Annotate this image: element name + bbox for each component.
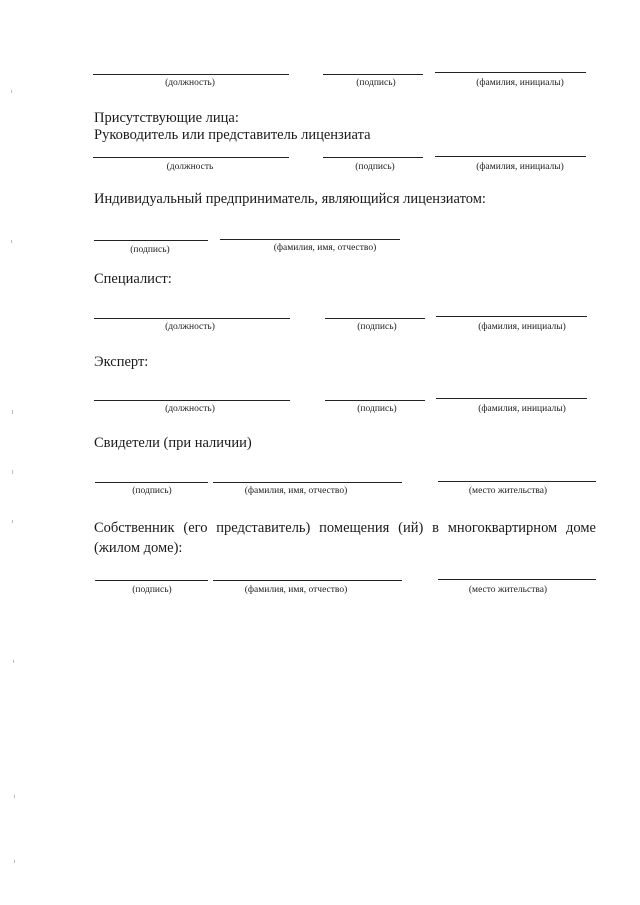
surname-caption: (фамилия, инициалы) — [476, 162, 564, 172]
signature-line — [94, 240, 208, 241]
signature-caption: (подпись) — [130, 245, 170, 255]
scan-speck — [12, 470, 13, 474]
witnesses-heading: Свидетели (при наличии) — [94, 435, 252, 451]
scan-speck — [11, 240, 12, 243]
scan-speck — [12, 410, 13, 414]
full-name-line — [220, 239, 400, 240]
expert-heading: Эксперт: — [94, 354, 149, 370]
owner-heading: Собственник (его представитель) помещения (ий) в многоквартирном доме (жилом доме): — [94, 520, 596, 556]
surname-line — [436, 398, 587, 399]
present-heading: Присутствующие лица: — [94, 110, 239, 126]
position-line — [94, 318, 290, 319]
surname-line — [436, 316, 587, 317]
signature-line — [323, 74, 423, 75]
surname-caption: (фамилия, инициалы) — [478, 322, 566, 332]
signature-line — [325, 318, 425, 319]
position-caption: (должность) — [165, 322, 215, 332]
full-name-caption: (фамилия, имя, отчество) — [244, 585, 348, 595]
licensee-head-heading: Руководитель или представитель лицензиата — [94, 127, 371, 143]
signature-caption: (подпись) — [356, 78, 396, 88]
signature-caption: (подпись) — [357, 404, 397, 414]
surname-line — [435, 72, 586, 73]
signature-caption: (подпись) — [355, 162, 395, 172]
surname-caption: (фамилия, инициалы) — [476, 78, 564, 88]
full-name-line — [213, 482, 402, 483]
position-caption: (должность — [166, 162, 214, 172]
scan-speck — [14, 795, 15, 798]
residence-line — [438, 579, 596, 580]
position-line — [93, 74, 289, 75]
entrepreneur-heading: Индивидуальный предприниматель, являющийся лицензиатом: — [94, 191, 486, 207]
position-caption: (должность) — [165, 78, 215, 88]
residence-line — [438, 481, 596, 482]
scan-speck — [11, 90, 12, 93]
signature-line — [323, 157, 423, 158]
signature-line — [325, 400, 425, 401]
surname-caption: (фамилия, инициалы) — [478, 404, 566, 414]
position-line — [93, 157, 289, 158]
signature-caption: (подпись) — [132, 486, 172, 496]
full-name-caption: (фамилия, имя, отчество) — [273, 243, 377, 253]
specialist-heading: Специалист: — [94, 271, 172, 287]
position-caption: (должность) — [165, 404, 215, 414]
signature-caption: (подпись) — [132, 585, 172, 595]
scan-speck — [12, 520, 13, 523]
signature-caption: (подпись) — [357, 322, 397, 332]
full-name-line — [213, 580, 402, 581]
signature-line — [95, 580, 208, 581]
scan-speck — [14, 860, 15, 863]
surname-line — [435, 156, 586, 157]
position-line — [94, 400, 290, 401]
scan-speck — [13, 660, 14, 663]
signature-line — [95, 482, 208, 483]
residence-caption: (место жительства) — [468, 486, 548, 496]
residence-caption: (место жительства) — [468, 585, 548, 595]
full-name-caption: (фамилия, имя, отчество) — [244, 486, 348, 496]
